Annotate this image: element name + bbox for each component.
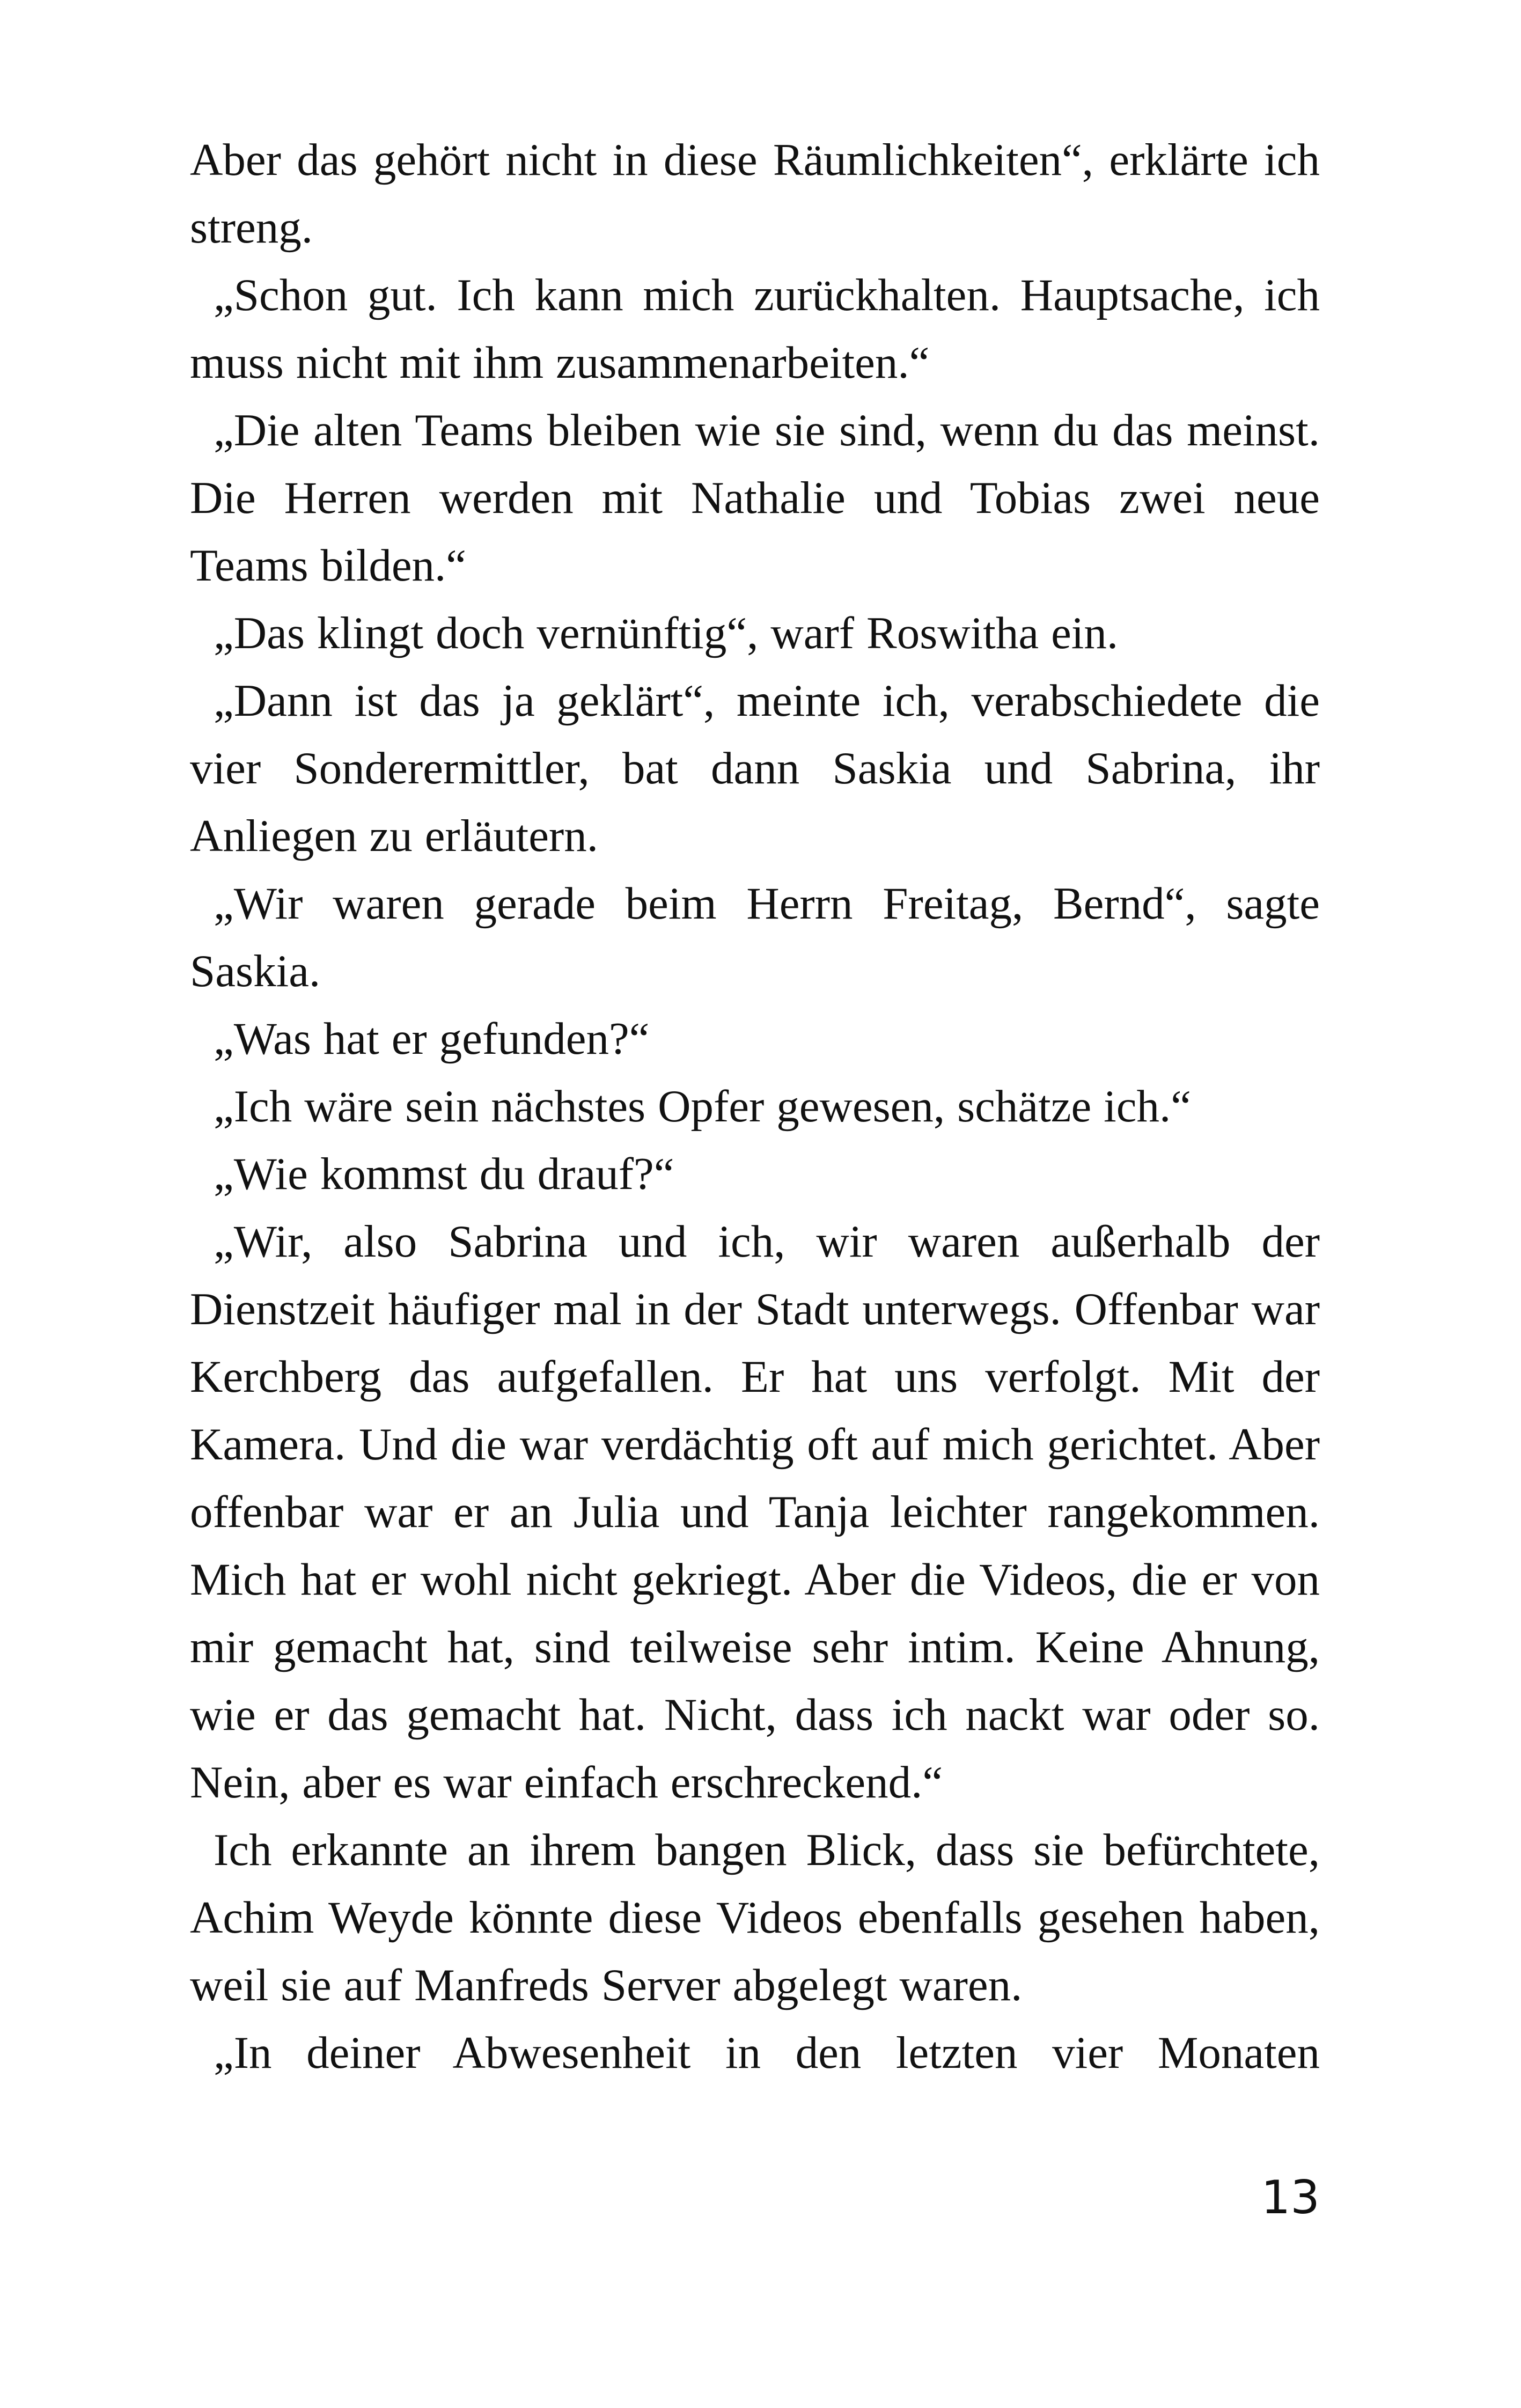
paragraph: „Das klingt doch vernünftig“, warf Roswitha ein.	[214, 608, 1119, 658]
paragraph: „Dann ist das ja geklärt“, meinte ich, verabschiedete die vier Sonderermittler, bat dann Saskia und Sabrina, ihr Anliegen zu erläutern.	[190, 676, 1320, 861]
paragraph: „Wir waren gerade beim Herrn Freitag, Bernd“, sagte Saskia.	[190, 878, 1320, 996]
paragraph: „Schon gut. Ich kann mich zurückhalten. Hauptsache, ich muss nicht mit ihm zusammenarbeiten.“	[190, 270, 1320, 388]
paragraph-continued: „In deiner Abwesenheit in den letzten vier Monaten	[214, 2028, 1320, 2078]
page-number: 13	[1261, 2171, 1320, 2225]
paragraph: „Wie kommst du drauf?“	[214, 1149, 674, 1199]
paragraph: „Was hat er gefunden?“	[214, 1014, 650, 1064]
paragraph: „Die alten Teams bleiben wie sie sind, wenn du das meinst. Die Herren werden mit Nathalie und Tobias zwei neue Teams bilden.“	[190, 405, 1320, 591]
paragraph: Ich erkannte an ihrem bangen Blick, dass sie befürchtete, Achim Weyde könnte diese Videos ebenfalls gesehen haben, weil sie auf Manfreds Server abgelegt waren.	[190, 1825, 1320, 2010]
book-page-text	[190, 126, 1320, 2087]
paragraph: „Ich wäre sein nächstes Opfer gewesen, schätze ich.“	[214, 1081, 1191, 1132]
paragraph: Aber das gehört nicht in diese Räumlichkeiten“, erklärte ich streng.	[190, 135, 1320, 253]
paragraph: „Wir, also Sabrina und ich, wir waren außerhalb der Dienstzeit häufiger mal in der Stadt unterwegs. Offenbar war Kerchberg das aufgefallen. Er hat uns verfolgt. Mit der Kamera. Und die war verdächtig oft auf mich gerichtet. Aber offenbar war er an Julia und Tanja leichter rangekommen. Mich hat er wohl nicht gekriegt. Aber die Videos, die er von mir gemacht hat, sind teilweise sehr intim. Keine Ahnung, wie er das gemacht hat. Nicht, dass ich nackt war oder so. Nein, aber es war einfach erschreckend.“	[190, 1216, 1320, 1808]
